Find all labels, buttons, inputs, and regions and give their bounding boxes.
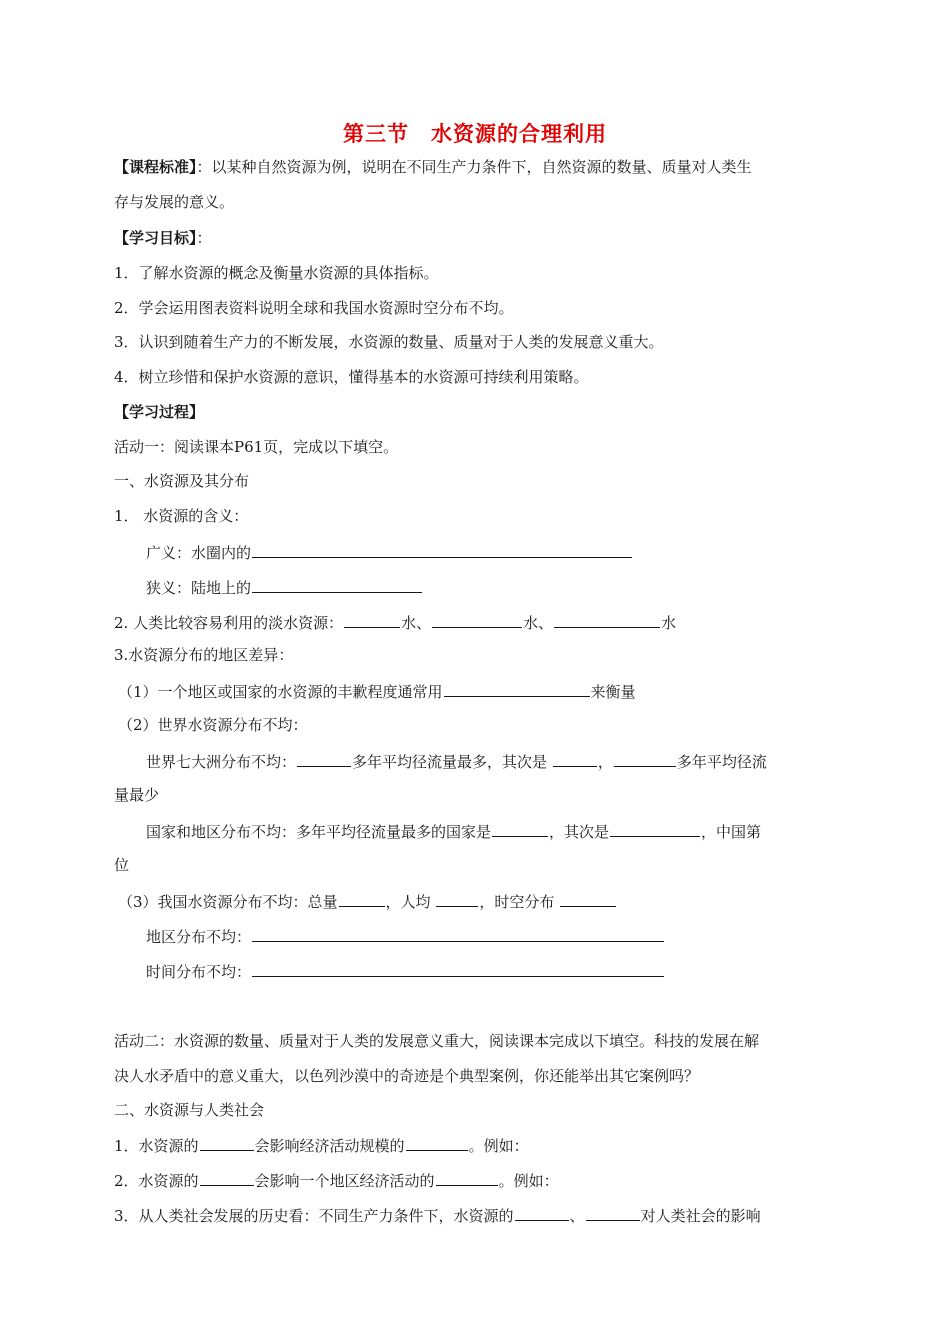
title-text: 水资源的合理利用 [431,121,607,146]
fill-blank[interactable] [553,750,597,767]
fill-blank[interactable] [200,1169,254,1186]
fill-blank[interactable] [252,925,664,942]
region-uneven: 地区分布不均： [146,925,665,947]
process-label: 【学习过程】 [114,403,205,421]
objectives-heading: 【学习目标】： [114,229,212,247]
objective-item: 4．树立珍惜和保护水资源的意识，懂得基本的水资源可持续利用策略。 [114,368,589,386]
fill-blank[interactable] [252,541,632,558]
page-title [0,118,950,148]
fill-blank[interactable] [554,611,660,628]
countries-line-1: 国家和地区分布不均：多年平均径流量最多的国家是 ，其次是 ，中国第 [146,820,761,842]
question-3-1: （1）一个地区或国家的水资源的丰歉程度通常用 来衡量 [118,680,636,702]
fill-blank[interactable] [297,750,351,767]
question-3-2: （2）世界水资源分布不均： [118,716,308,734]
fill-blank[interactable] [560,890,616,907]
countries-line-2: 位 [114,856,130,874]
time-uneven: 时间分布不均： [146,960,665,982]
fill-blank[interactable] [339,890,385,907]
narrow-definition: 狭义：陆地上的 [146,576,423,598]
fill-blank[interactable] [406,1134,468,1151]
fill-blank[interactable] [436,1169,498,1186]
question-3: 3.水资源分布的地区差异： [114,646,294,664]
fill-blank[interactable] [586,1204,640,1221]
fill-blank[interactable] [432,611,522,628]
broad-definition: 广义：水圈内的 [146,541,633,563]
fill-blank[interactable] [444,680,590,697]
objective-item: 2．学会运用图表资料说明全球和我国水资源时空分布不均。 [114,299,514,317]
question-2: 2. 人类比较容易利用的淡水资源： 水、 水、 水 [114,611,676,633]
fill-blank[interactable] [200,1134,254,1151]
section-one-heading: 一、水资源及其分布 [114,472,250,490]
section-two-heading: 二、水资源与人类社会 [114,1101,265,1119]
activity-one: 活动一：阅读课本P61页，完成以下填空。 [114,438,399,456]
fill-blank[interactable] [492,820,548,837]
question-3-3: （3）我国水资源分布不均：总量 ，人均 ，时空分布 [118,890,617,912]
course-standard-line-2: 存与发展的意义。 [114,193,235,211]
fill-blank[interactable] [436,890,478,907]
question-1: 1． 水资源的含义： [114,507,249,525]
fill-blank[interactable] [610,820,700,837]
continents-line-1: 世界七大洲分布不均： 多年平均径流量最多，其次是 ， 多年平均径流 [146,750,767,772]
fill-blank[interactable] [614,750,676,767]
activity-two-line-1: 活动二：水资源的数量、质量对于人类的发展意义重大，阅读课本完成以下填空。科技的发展在解 [114,1032,760,1050]
course-standard-label: 【课程标准】 [114,158,197,176]
fill-blank[interactable] [252,960,664,977]
objective-item: 3．认识到随着生产力的不断发展，水资源的数量、质量对于人类的发展意义重大。 [114,333,664,351]
continents-line-2: 量最少 [114,786,160,804]
section-two-item-3: 3．从人类社会发展的历史看：不同生产力条件下，水资源的 、 对人类社会的影响 [114,1204,761,1226]
fill-blank[interactable] [515,1204,569,1221]
title-section-number: 第三节 [343,121,409,146]
section-two-item-1: 1．水资源的 会影响经济活动规模的 。例如： [114,1134,529,1156]
fill-blank[interactable] [252,576,422,593]
objective-item: 1．了解水资源的概念及衡量水资源的具体指标。 [114,264,439,282]
fill-blank[interactable] [344,611,400,628]
section-two-item-2: 2．水资源的 会影响一个地区经济活动的 。例如： [114,1169,559,1191]
course-standard-line-1: 【课程标准】：以某种自然资源为例，说明在不同生产力条件下，自然资源的数量、质量对人类生 [114,158,752,176]
activity-two-line-2: 决人水矛盾中的意义重大，以色列沙漠中的奇迹是个典型案例，你还能举出其它案例吗？ [114,1067,700,1085]
objectives-label: 【学习目标】 [114,229,197,247]
